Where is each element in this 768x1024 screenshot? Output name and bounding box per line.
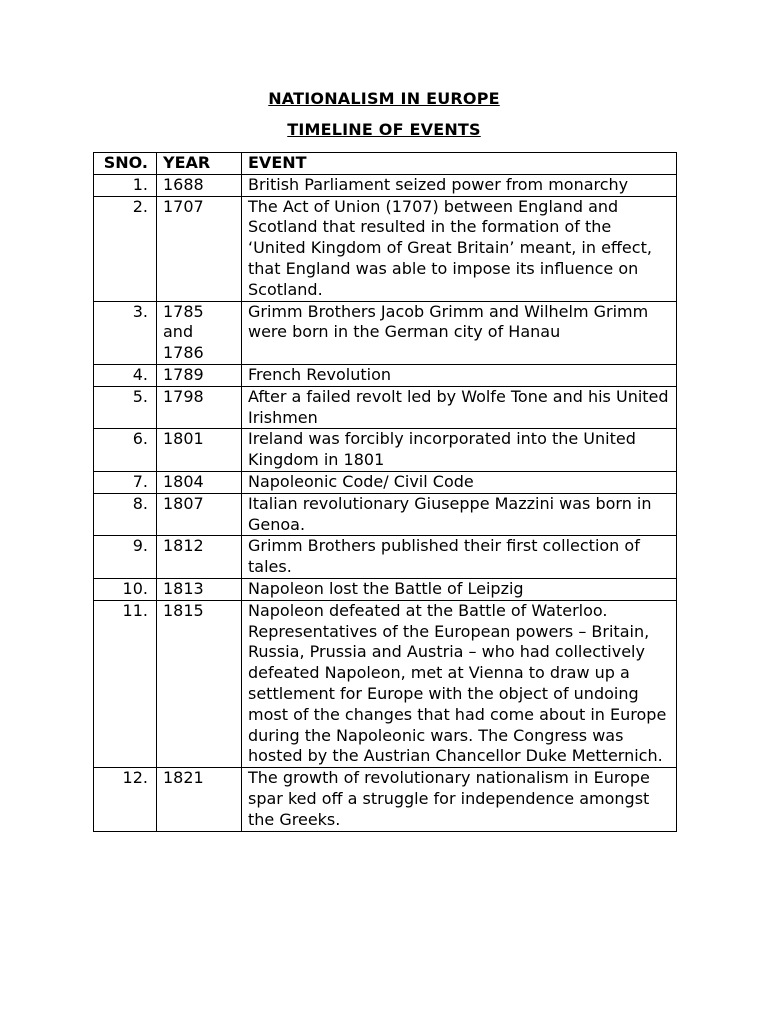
event-cell: After a failed revolt led by Wolfe Tone and his United Irishmen [242,386,677,429]
sno-cell: 1. [94,174,157,196]
event-cell: Napoleon lost the Battle of Leipzig [242,578,677,600]
table-row [94,364,677,386]
event-cell: French Revolution [242,364,677,386]
sno-cell: 9. [94,536,157,579]
event-cell: Grimm Brothers Jacob Grimm and Wilhelm Grimm were born in the German city of Hanau [242,301,677,364]
event-cell: Napoleon defeated at the Battle of Waterloo. Representatives of the European powers – Britain, Russia, Prussia and Austria – who had collectively defeated Napoleon, met at Vienna to draw up a settlement for Europe with the object of undoing most of the changes that had come about in Europe during the Napoleonic wars. The Congress was hosted by the Austrian Chancellor Duke Metternich. [242,600,677,767]
page-subtitle: TIMELINE OF EVENTS [287,120,481,139]
sno-cell: 2. [94,196,157,301]
event-cell: Grimm Brothers published their first collection of tales. [242,536,677,579]
table-row [94,174,677,196]
sno-cell: 3. [94,301,157,364]
table-row [94,600,677,767]
table-row [94,578,677,600]
event-cell: The Act of Union (1707) between England and Scotland that resulted in the formation of the ‘United Kingdom of Great Britain’ meant, in effect, that England was able to impose its influence on Scotland. [242,196,677,301]
table-row [94,301,677,364]
sno-cell: 7. [94,471,157,493]
sno-cell: 4. [94,364,157,386]
year-cell: 1707 [157,196,242,301]
year-cell: 1785 and 1786 [157,301,242,364]
header-row [94,153,677,175]
year-cell: 1813 [157,578,242,600]
sno-cell: 12. [94,768,157,831]
table-body [94,174,677,831]
year-cell: 1812 [157,536,242,579]
sno-cell: 5. [94,386,157,429]
year-cell: 1807 [157,493,242,536]
year-cell: 1821 [157,768,242,831]
header-event: EVENT [242,153,677,175]
sno-cell: 11. [94,600,157,767]
year-cell: 1798 [157,386,242,429]
table-row [94,768,677,831]
event-cell: Italian revolutionary Giuseppe Mazzini was born in Genoa. [242,493,677,536]
page-title: NATIONALISM IN EUROPE [268,89,500,108]
year-cell: 1789 [157,364,242,386]
table-header [94,153,677,175]
year-cell: 1815 [157,600,242,767]
header-year: YEAR [157,153,242,175]
year-cell: 1801 [157,429,242,472]
table-row [94,196,677,301]
timeline-table [93,152,677,832]
event-cell: Napoleonic Code/ Civil Code [242,471,677,493]
year-cell: 1688 [157,174,242,196]
sno-cell: 6. [94,429,157,472]
event-cell: Ireland was forcibly incorporated into the United Kingdom in 1801 [242,429,677,472]
table-row [94,471,677,493]
table-row [94,493,677,536]
table-row [94,386,677,429]
table-row [94,536,677,579]
sno-cell: 8. [94,493,157,536]
header-sno: SNO. [94,153,157,175]
sno-cell: 10. [94,578,157,600]
event-cell: British Parliament seized power from monarchy [242,174,677,196]
event-cell: The growth of revolutionary nationalism in Europe spar ked off a struggle for independence amongst the Greeks. [242,768,677,831]
table-row [94,429,677,472]
year-cell: 1804 [157,471,242,493]
